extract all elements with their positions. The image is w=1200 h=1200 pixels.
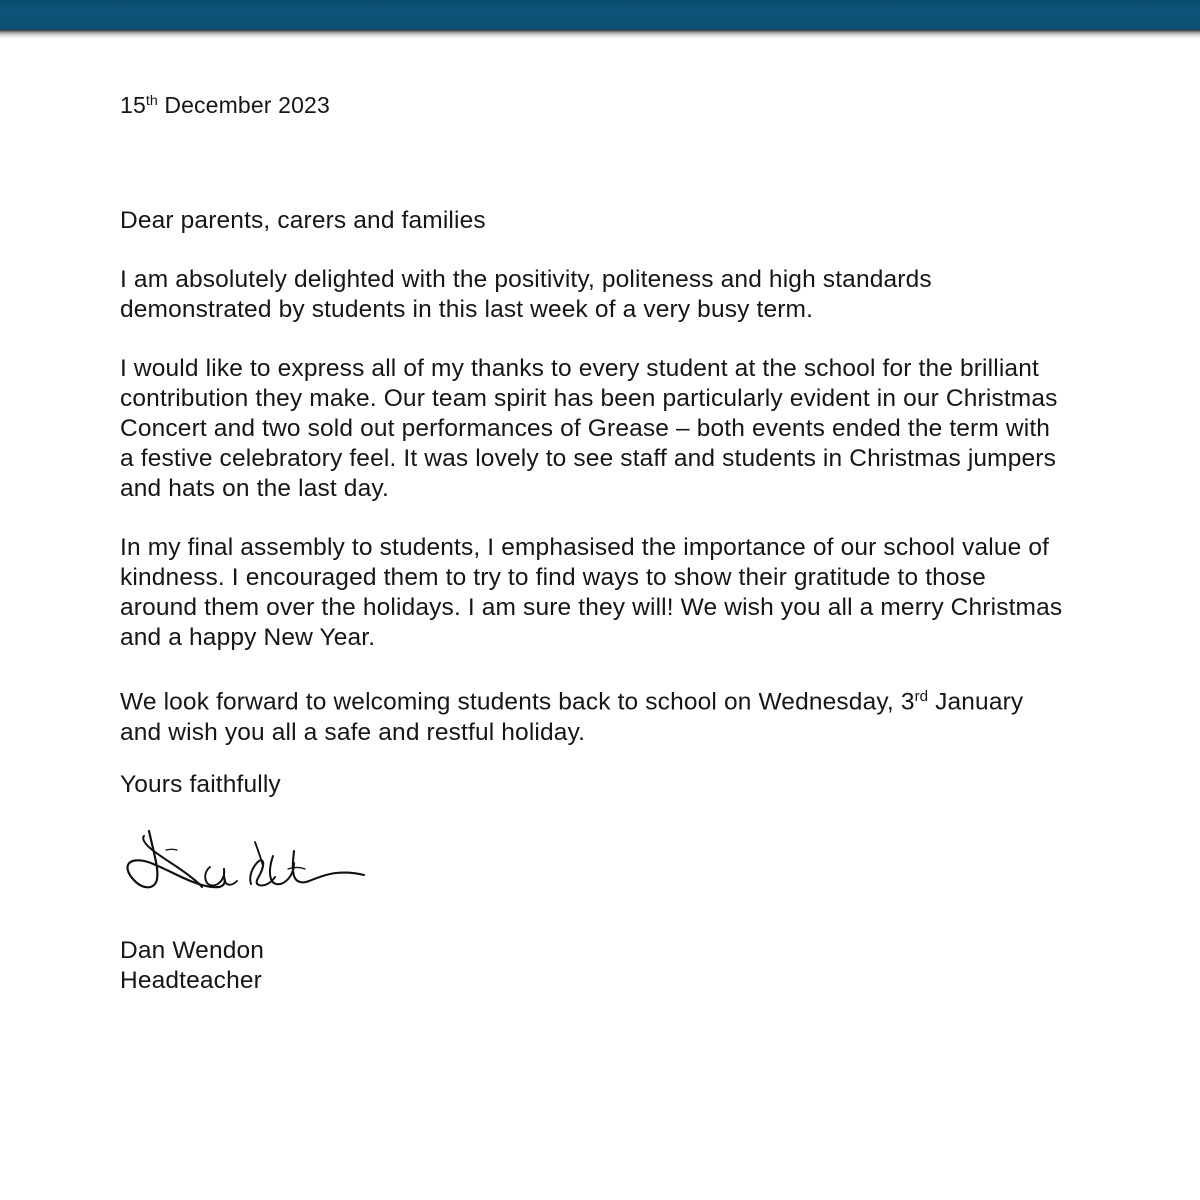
date-day: 15 bbox=[120, 91, 146, 118]
letter-closing: Yours faithfully bbox=[120, 771, 281, 798]
return-ordinal-suffix: rd bbox=[914, 688, 929, 705]
letter-paragraph: I would like to express all of my thanks to every student at the school for the brilliant contribution they make. Our team spirit has been particularly evident in our Christmas Concert and two sold out performances of Grease – both events ended the term with a festive celebratory feel. It was lovely to see staff and students in Christmas jumpers and hats on the last day. bbox=[120, 355, 1058, 502]
date-ordinal-suffix: th bbox=[145, 93, 158, 109]
letter-paragraph: I am absolutely delighted with the positivity, politeness and high standards demonstrated by students in this last week of a very busy term. bbox=[120, 266, 932, 323]
letter-paragraph-return-date bbox=[120, 682, 1068, 748]
letter-salutation: Dear parents, carers and families bbox=[120, 207, 486, 234]
letter-paragraph: In my final assembly to students, I emphasised the importance of our school value of kindness. I encouraged them to try to find ways to show their gratitude to those around them over the holidays. I am sure they will! We wish you all a merry Christmas and a happy New Year. bbox=[120, 534, 1063, 651]
letter-body bbox=[120, 265, 1068, 748]
return-text-before: We look forward to welcoming students back to school on Wednesday, 3 bbox=[120, 688, 915, 716]
signoff-name: Dan Wendon bbox=[120, 937, 265, 964]
letter-date bbox=[120, 86, 330, 120]
signoff-role: Headteacher bbox=[120, 967, 262, 994]
letter-signoff bbox=[120, 936, 264, 996]
handwritten-signature-icon bbox=[118, 826, 368, 906]
date-month-year: December 2023 bbox=[157, 91, 330, 118]
return-text-after: January and wish you all a safe and restful holiday. bbox=[120, 688, 1024, 746]
